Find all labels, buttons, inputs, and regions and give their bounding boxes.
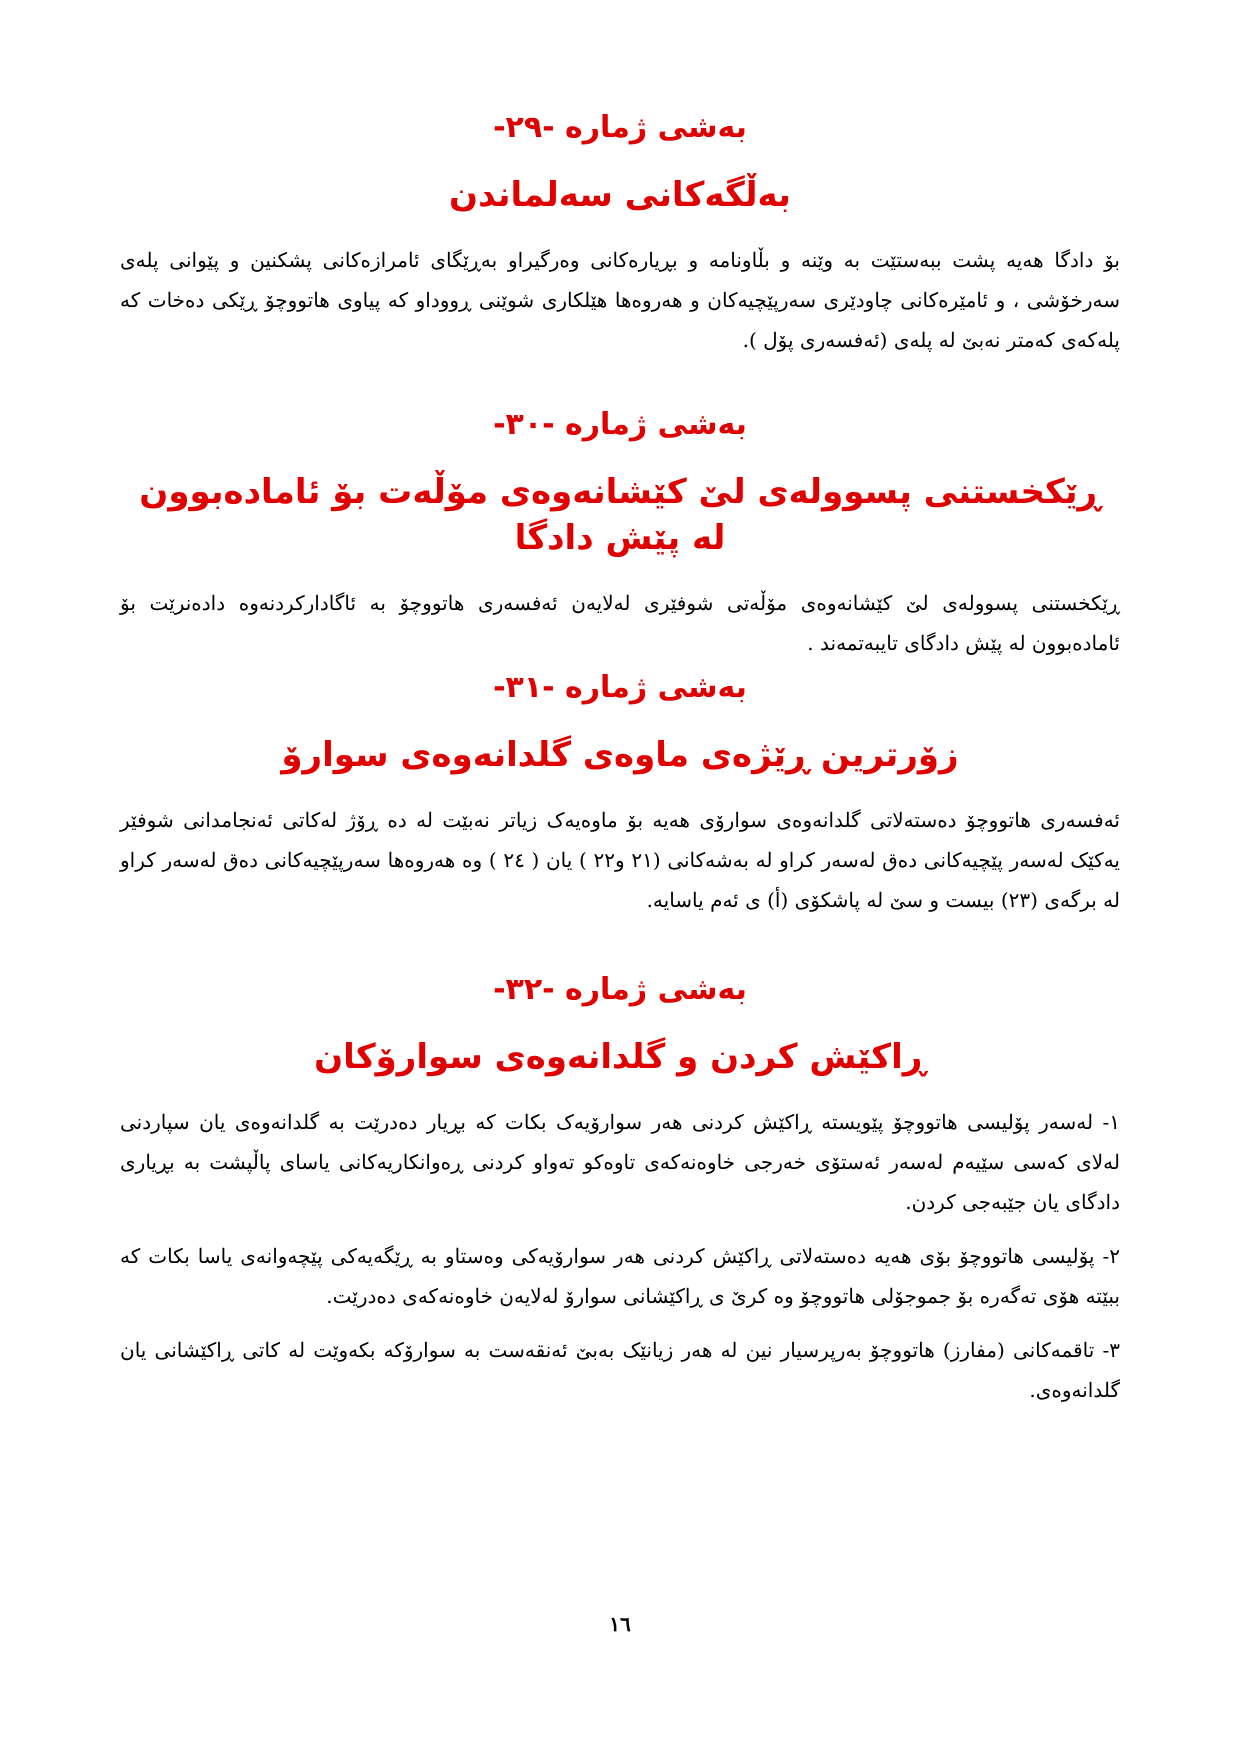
section-number: بەشی ژمارە -٣٠- [493, 407, 747, 442]
section-number: بەشی ژمارە -٢٩- [493, 110, 747, 145]
section-32 [120, 970, 1120, 1410]
paragraph: ڕێکخستنی پسوولەی لێ کێشانەوەی مۆڵەتی شوفێری لەلایەن ئەفسەری هاتووچۆ بە ئاگادارکردنەوە دادەنرێت بۆ ئامادەبوون لە پێش دادگای تایبەتمەند . [120, 591, 1120, 655]
section-number: بەشی ژمارە -٣٢- [493, 972, 747, 1007]
list-item: ٢- پۆلیسی هاتووچۆ بۆی هەیە دەستەلاتی ڕاکێش کردنی هەر سوارۆیەکی وەستاو بە ڕێگەیەکی پێچەوانەی یاسا بکات کە ببێتە هۆی تەگەرە بۆ جموجۆلی هاتووچۆ وە کرێ ی ڕاکێشانی سوارۆ لەلایەن خاوەنەکەی دەدرێت. [120, 1244, 1120, 1308]
section-title: ڕاکێش کردن و گلدانەوەی سوارۆکان [314, 1037, 926, 1077]
section-number: بەشی ژمارە -٣١- [493, 670, 747, 705]
section-30 [120, 405, 1120, 663]
list-item: ٣- تاقمەکانی (مفارز) هاتووچۆ بەرپرسیار نین لە هەر زیانێک بەبێ ئەنقەست بە سوارۆکە بکەوێت لە کاتی ڕاکێشانی یان گلدانەوەی. [120, 1338, 1120, 1402]
paragraph: بۆ دادگا هەیە پشت ببەستێت بە وێنە و بڵاونامە و بڕیارەکانی وەرگیراو بەڕێگای ئامرازەکانی پشکنین و پێوانی پلەی سەرخۆشی ، و ئامێرەکانی چاودێری سەرپێچیەکان و هەروەها هێلکاری شوێنی ڕووداو کە پیاوی هاتووچۆ ڕێکی دەخات کە پلەکەی کەمتر نەبێ لە پلەی (ئەفسەری پۆل ). [120, 248, 1120, 352]
section-title: بەڵگەکانی سەلماندن [449, 175, 791, 215]
section-29 [120, 108, 1120, 360]
section-title: ڕێکخستنی پسوولەی لێ کێشانەوەی مۆڵەت بۆ ئامادەبوون لە پێش دادگا [139, 472, 1101, 558]
section-title: زۆرترین ڕێژەی ماوەی گلدانەوەی سوارۆ [281, 735, 959, 775]
paragraph: ئەفسەری هاتووچۆ دەستەلاتی گلدانەوەی سوارۆی هەیە بۆ ماوەیەک زیاتر نەبێت لە دە ڕۆژ لەکاتی ئەنجامدانی شوفێر یەکێک لەسەر پێچیەکانی دەق لەسەر کراو لە بەشەکانی (٢١ و٢٢ ) یان ( ٢٤ ) وە هەروەها سەرپێچیەکانی دەق لەسەر کراو لە برگەی (٢٣) بیست و سێ لە پاشکۆی (أ) ی ئەم یاسایە. [120, 808, 1120, 912]
list-item: ١- لەسەر پۆلیسی هاتووچۆ پێویستە ڕاکێش کردنی هەر سوارۆیەک بکات کە بڕیار دەدرێت بە گلدانەوەی یان سپاردنی لەلای کەسی سێیەم لەسەر ئەستۆی خەرجی خاوەنەکەی تاوەکو تەواو کردنی ڕەوانکاریەکانی یاسای پاڵپشت بە بڕیاری دادگای یان جێبەجی کردن. [120, 1110, 1120, 1214]
section-31 [120, 668, 1120, 920]
page-number: ١٦ [609, 1612, 631, 1636]
